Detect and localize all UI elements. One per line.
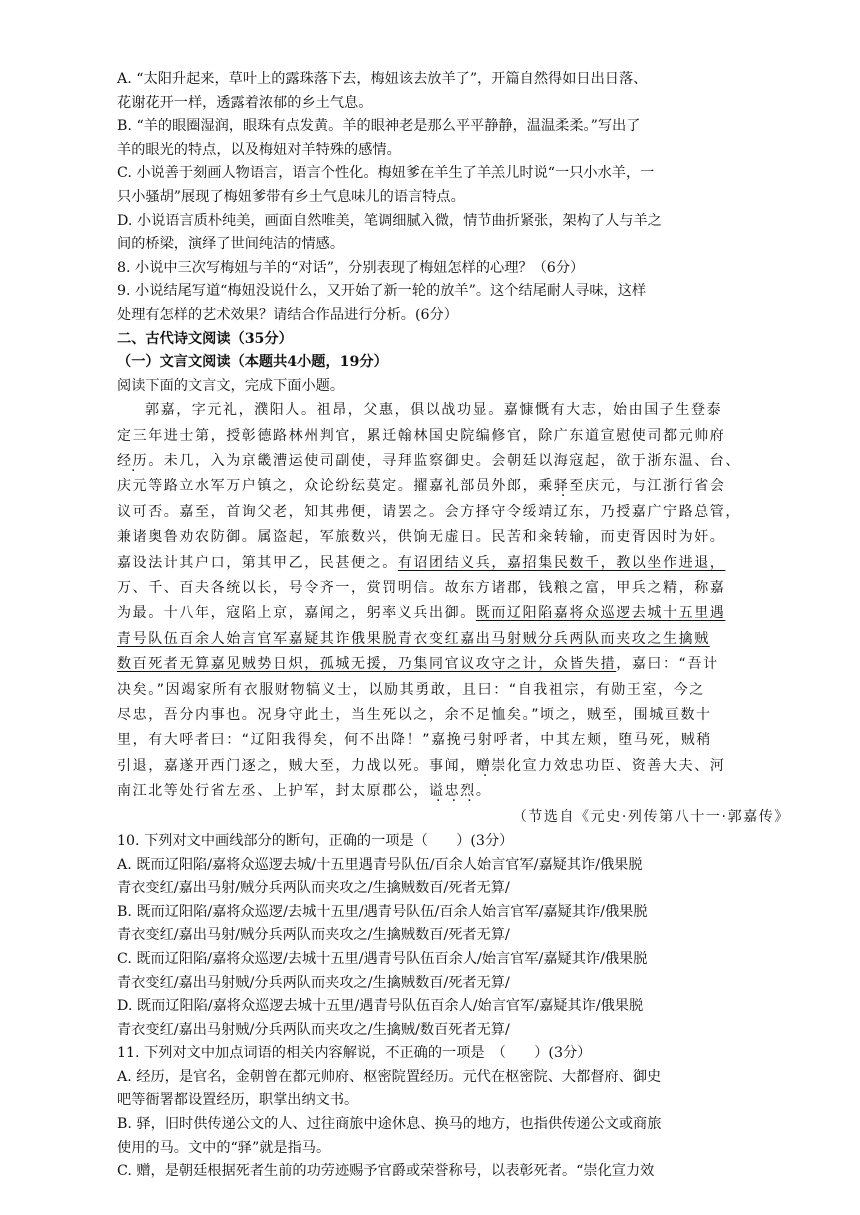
passage-line: 南江北等处行省左丞、上护军，封太原郡公，谥忠烈。 bbox=[117, 783, 492, 800]
q7-option-d-line2: 间的桥梁，演绎了世间纯洁的情感。 bbox=[117, 236, 345, 253]
q10-option-b-line1: B. 既而辽阳陷/嘉将众巡逻/去城十五里/遇青号队伍/百余人始言官军/嘉疑其诈/俄果脱 bbox=[117, 903, 648, 920]
question-10-stem: 10. 下列对文中画线部分的断句，正确的一项是（ ）(3分） bbox=[117, 832, 514, 849]
q7-option-c-line2: 只小骚胡”展现了梅妞爹带有乡土气息味儿的语言特点。 bbox=[117, 188, 465, 205]
question-9-line1: 9. 小说结尾写道“梅妞没说什么，又开始了新一轮的放羊”。这个结尾耐人寻味，这样 bbox=[117, 283, 647, 300]
dotted-word-zhong: 忠 bbox=[444, 783, 461, 800]
q10-option-d-line2: 青衣变红/嘉出马射贼/分兵两队而夹攻之/生擒贼/数百死者无算/ bbox=[117, 1021, 510, 1038]
passage-line: 嘉设法计其户口，第其甲乙，民甚便之。有诏团结义兵，嘉招集民数千，教以坐作进退， bbox=[117, 554, 726, 571]
classical-passage bbox=[117, 398, 790, 830]
question-9-line2: 处理有怎样的艺术效果？请结合作品进行分析。(6分） bbox=[117, 306, 458, 323]
passage-line bbox=[117, 627, 790, 652]
q10-option-b-line2: 青衣变红/嘉出马射/贼分兵两队而夹攻之/生擒贼数百/死者无算/ bbox=[117, 927, 510, 944]
underlined-sentence: 青号队伍百余人始言官军嘉疑其诈俄果脱青衣变红嘉出马射贼分兵两队而夹攻之生擒贼 bbox=[117, 630, 710, 647]
passage-line: 庆元等路立水军万户镇之，众论纷纭莫定。擢嘉礼部员外郎，乘驿至庆元，与江浙行省会 bbox=[117, 478, 726, 495]
q10-option-a-line1: A. 既而辽阳陷/嘉将众巡逻去城/十五里遇青号队伍/百余人始言官军/嘉疑其诈/俄果脱 bbox=[117, 856, 643, 873]
q10-option-d-line1: D. 既而辽阳陷/嘉将众巡逻去城十五里/遇青号队伍百余人/始言官军/嘉疑其诈/俄果脱 bbox=[117, 998, 644, 1015]
q11-option-a-line1: A. 经历，是官名，金朝曾在都元帅府、枢密院置经历。元代在枢密院、大都督府、御史 bbox=[117, 1068, 662, 1085]
question-11-stem: 11. 下列对文中加点词语的相关内容解说，不正确的一项是 （ ）(3分） bbox=[117, 1045, 592, 1062]
exam-page bbox=[117, 68, 790, 1184]
dotted-word-jingli: 经历 bbox=[117, 453, 149, 470]
dotted-word-lie: 烈 bbox=[460, 783, 476, 800]
passage-line: 万、千、百夫各统以长，号令齐一，赏罚明信。故东方诸郡，钱粮之富，甲兵之精，称嘉 bbox=[117, 580, 726, 597]
q7-option-a-line1: A. “太阳升起来，草叶上的露珠落下去，梅妞该去放羊了”，开篇自然得如日出日落、 bbox=[117, 71, 648, 87]
passage-source: （节选自《元史·列传第八十一·郭嘉传》 bbox=[512, 808, 790, 825]
q7-option-b-line1: B. “羊的眼圈湿润，眼珠有点发黄。羊的眼神老是那么平平静静，温温柔柔。”写出了 bbox=[117, 118, 641, 135]
q7-option-a-line2: 花谢花开一样，透露着浓郁的乡土气息。 bbox=[117, 94, 373, 111]
q11-option-a-line2: 吧等衙署都设置经历，职掌出纳文书。 bbox=[117, 1092, 359, 1109]
q11-option-c-line1: C. 赠，是朝廷根据死者生前的功劳迹赐予官爵或荣誉称号，以表彰死者。“崇化宣力效 bbox=[117, 1163, 655, 1180]
dotted-word-yi: 驿 bbox=[553, 478, 570, 495]
q10-option-c-line1: C. 既而辽阳陷/嘉将众巡逻/去城十五里/遇青号队伍百余人/始言官军/嘉疑其诈/俄果脱 bbox=[117, 950, 648, 967]
underlined-sentence: 数百死者无算 bbox=[117, 656, 211, 673]
section-2-1-title: （一）文言文阅读（本题共4小题，19分） bbox=[117, 354, 388, 371]
passage-line: 郭嘉，字元礼，濮阳人。祖昂，父惠，俱以战功显。嘉慷慨有大志，始由国子生登泰 bbox=[145, 402, 723, 419]
q7-option-c-line1: C. 小说善于刻画人物语言，语言个性化。梅妞爹在羊生了羊羔儿时说“一只小水羊，一 bbox=[117, 165, 655, 182]
passage-line: 议可否。嘉至，首询父老，知其弗便，请罢之。会方择守令绥靖辽东，乃授嘉广宁路总管， bbox=[117, 503, 741, 520]
passage-line: 为最。十八年，寇陷上京，嘉闻之，躬率义兵出御。既而辽阳陷嘉将众巡逻去城十五里遇 bbox=[117, 605, 726, 622]
reading-instruction: 阅读下面的文言文，完成下面小题。 bbox=[117, 377, 345, 394]
passage-line: 经历。未几，入为京畿漕运使司副使，寻拜监察御史。会朝廷以海寇起，欲于浙东温、台、 bbox=[117, 453, 742, 470]
dotted-word-shi: 谥 bbox=[429, 783, 445, 800]
passage-line: 决矣。”因竭家所有衣服财物犒义士，以励其勇敢，且曰：“自我祖宗，有勋王室，今之 bbox=[117, 681, 705, 698]
question-8: 8. 小说中三次写梅妞与羊的“对话”，分别表现了梅妞怎样的心理？（6分） bbox=[117, 259, 585, 276]
q7-option-d-line1: D. 小说语言质朴纯美，画面自然唯美，笔调细腻入微，情节曲折紧张，架构了人与羊之 bbox=[117, 212, 662, 229]
passage-line: 引退，嘉遂开西门逐之，贼大至，力战以死。事闻，赠崇化宣力效忠功臣、资善大夫、河 bbox=[117, 757, 726, 774]
passage-line: 定三年进士第，授彰德路林州判官，累迁翰林国史院编修官，除广东道宣慰使司都元帅府 bbox=[117, 427, 726, 444]
passage-line: 尽忠，吾分内事也。况身守此土，当生死以之，余不足恤矣。”顷之，贼至，围城亘数十 bbox=[117, 707, 712, 723]
underlined-sentence: 有诏团结义兵，嘉招集民数千，教以坐作进退， bbox=[397, 554, 726, 571]
dotted-word-zeng: 赠 bbox=[475, 757, 492, 774]
passage-line: 里，有大呼者曰：“辽阳我得矣，何不出降！”嘉挽弓射呼者，中其左颊，堕马死，贼稍 bbox=[117, 732, 712, 749]
passage-line: 兼诸奥鲁劝农防御。属盗起，军旅数兴，供饷无虚日。民苦和籴转输，而吏胥因时为奸。 bbox=[117, 529, 726, 546]
q11-option-b-line1: B. 驿，旧时供传递公文的人、过往商旅中途休息、换马的地方，也指供传递公文或商旅 bbox=[117, 1116, 662, 1133]
q7-option-b-line2: 羊的眼光的特点，以及梅妞对羊特殊的感情。 bbox=[117, 141, 401, 158]
q11-option-b-line2: 使用的马。文中的“驿”就是指马。 bbox=[117, 1139, 331, 1156]
section-2-title: 二、古代诗文阅读（35分） bbox=[117, 330, 293, 347]
passage-line: 数百死者无算嘉见贼势日炽，孤城无援，乃集同官议攻守之计，众皆失措，嘉曰：“吾计 bbox=[117, 656, 719, 673]
underlined-sentence: 既而辽阳陷嘉将众巡逻去城十五里遇 bbox=[475, 605, 726, 622]
q10-option-c-line2: 青衣变红/嘉出马射贼/分兵两队而夹攻之/生擒贼数百/死者无算/ bbox=[117, 974, 510, 991]
underlined-sentence: 嘉见贼势日炽，孤城无援，乃集同官议攻守之计，众皆失措 bbox=[210, 656, 617, 673]
q10-option-a-line2: 青衣变红/嘉出马射/贼分兵两队而夹攻之/生擒贼数百/死者无算/ bbox=[117, 880, 510, 897]
